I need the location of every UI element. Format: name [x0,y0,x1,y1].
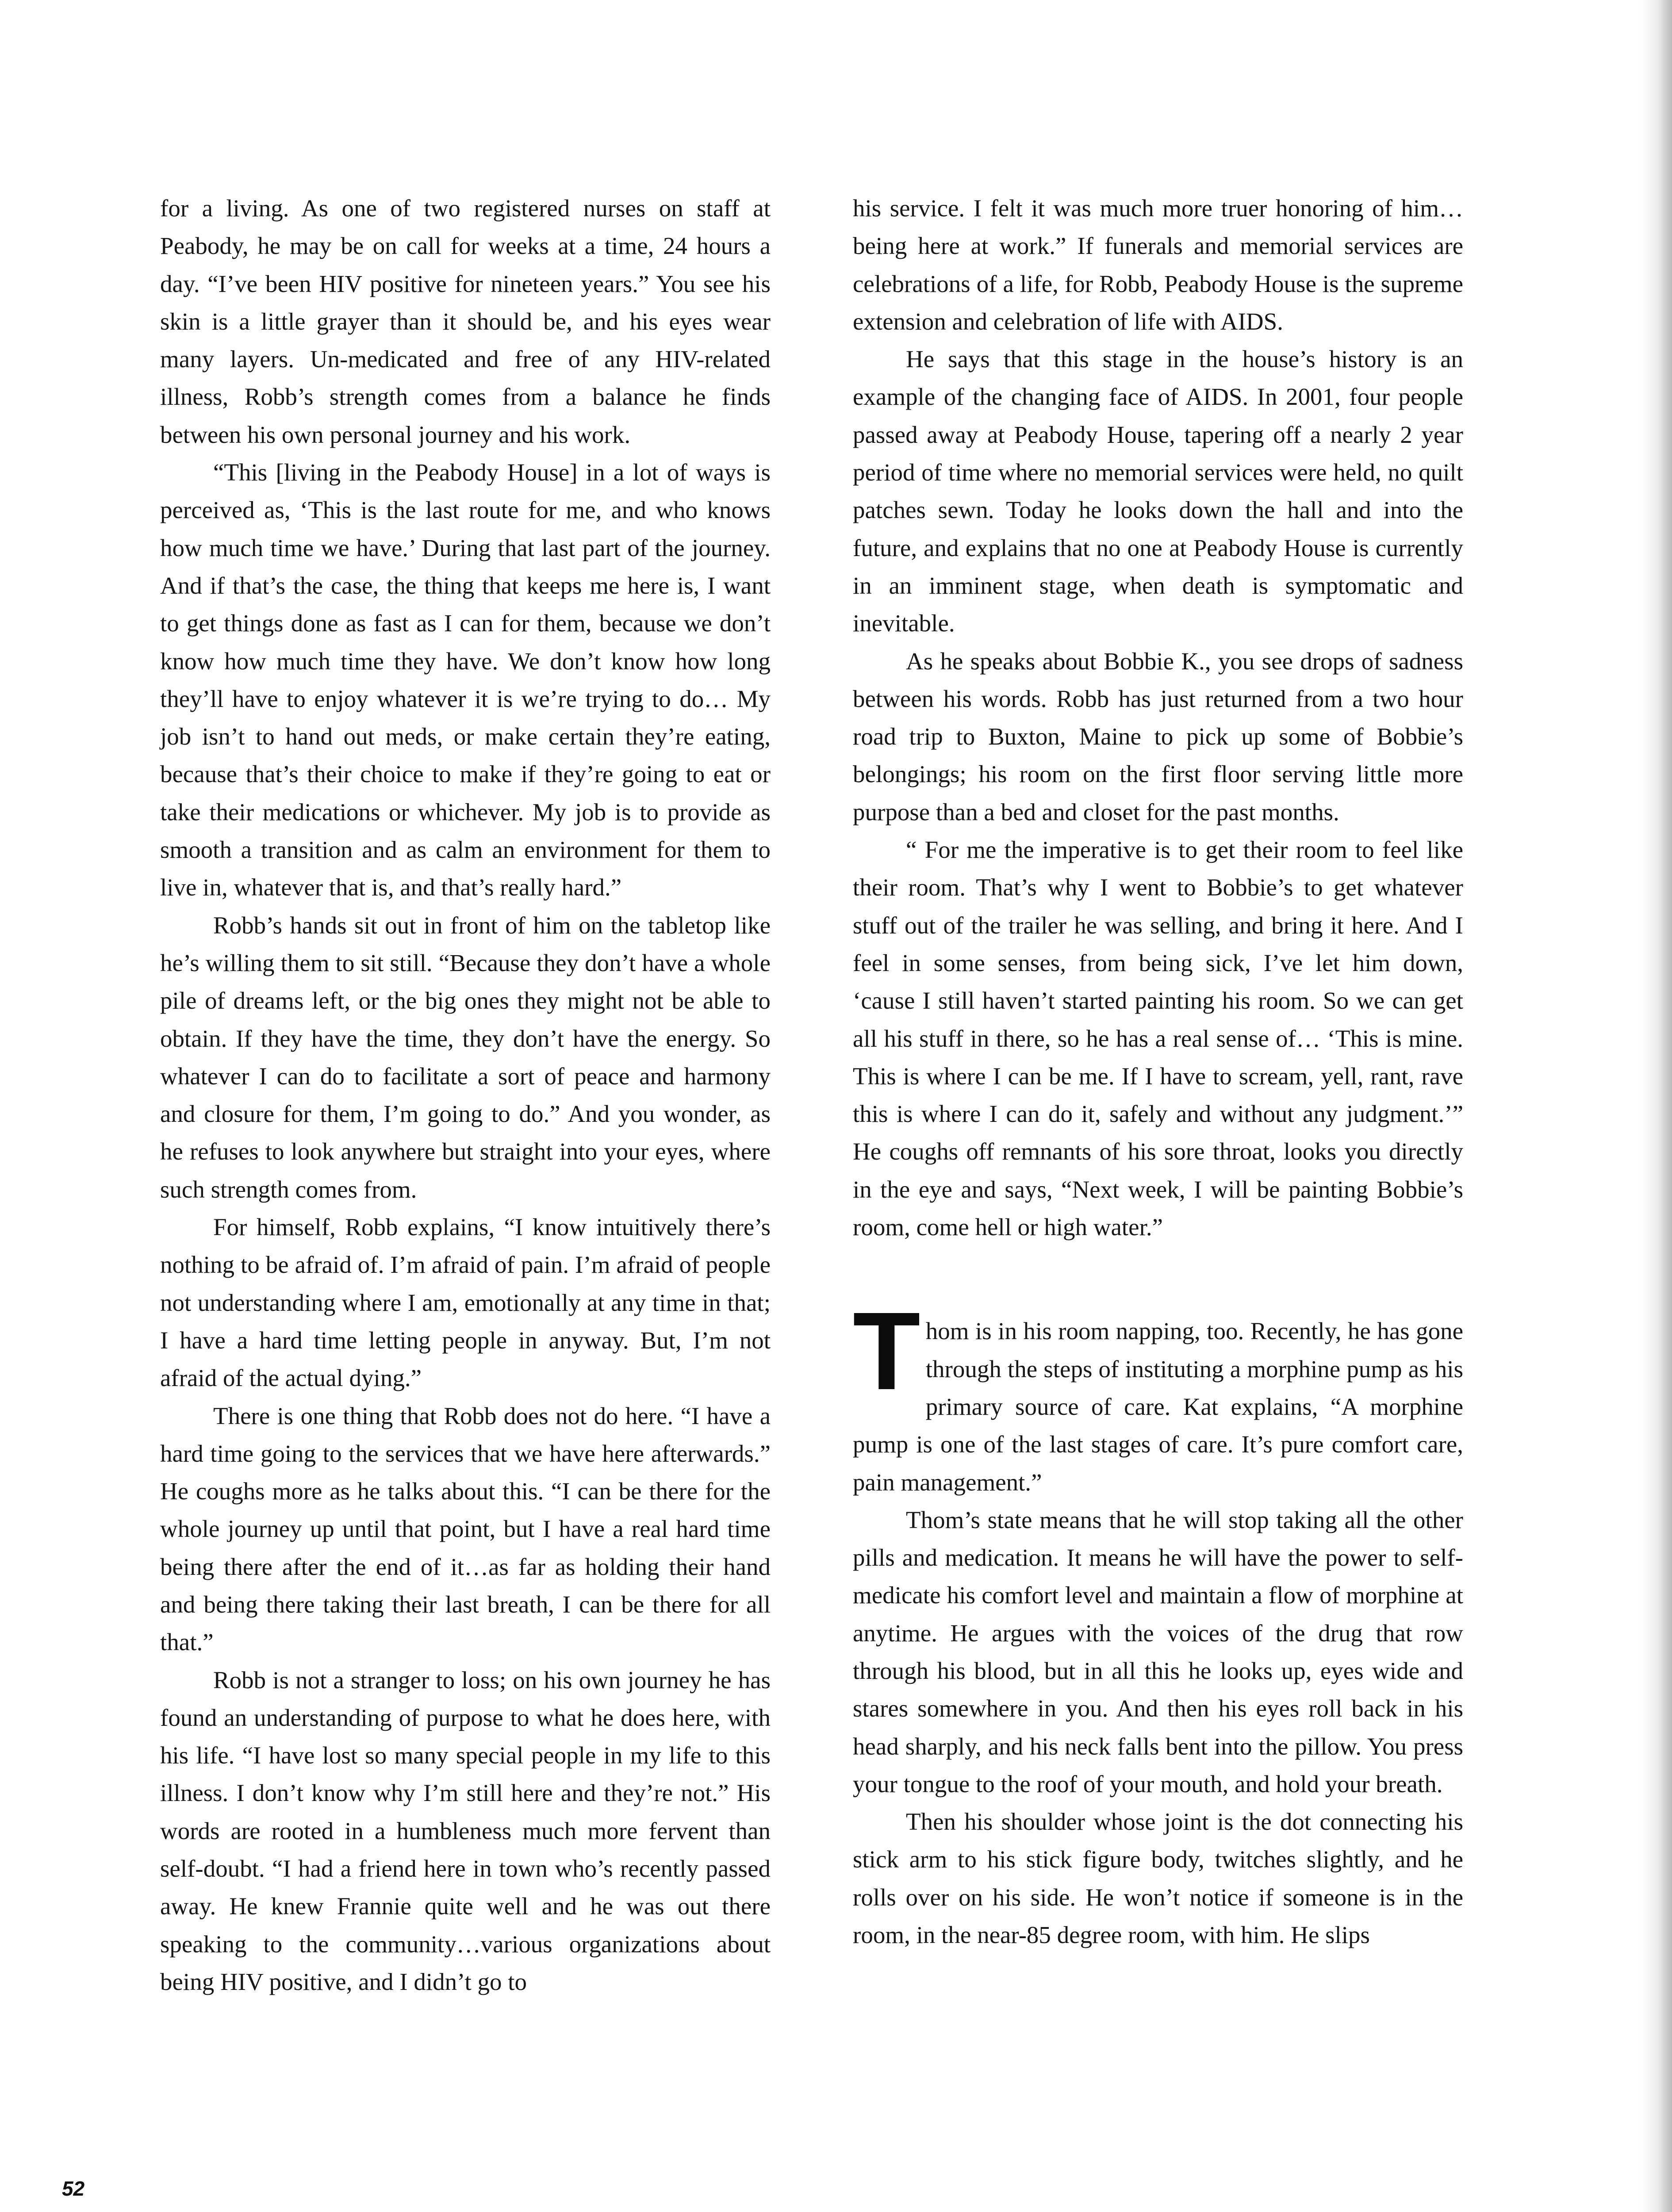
dropcap-paragraph [853,1289,1463,1501]
dropcap-paragraph-text: hom is in his room napping, too. Recently, he has gone through the steps of instituting a morphine pump as his primary source of care. Kat explains, “A morphine pump is one of the last stages of care. It’s pure comfort care, pain management.” [853,1317,1463,1496]
binding-shadow [1641,0,1672,2212]
page-number: 52 [62,2177,85,2200]
body-paragraph: Thom’s state means that he will stop taking all the other pills and medication. It means he will have the power to self-medicate his comfort level and maintain a flow of morphine at anytime. He argues with the voices of the drug that row through his blood, but in all this he looks up, eyes wide and stares somewhere in you. And then his eyes roll back in his head sharply, and his neck falls bent into the pillow. You press your tongue to the roof of your mouth, and hold your breath. [853,1506,1463,1797]
body-paragraph: There is one thing that Robb does not do here. “I have a hard time going to the services that we have here afterwards.” He coughs more as he talks about this. “I can be there for the whole journey up until that point, but I have a real hard time being there after the end of it…as far as holding their hand and being there taking their last breath, I can be there for all that.” [160,1402,771,1656]
body-paragraph: his service. I felt it was much more truer honoring of him…being here at work.” If funerals and memorial services are celebrations of a life, for Robb, Peabody House is the supreme extension and celebration of life with AIDS. [853,195,1463,335]
body-paragraph: Then his shoulder whose joint is the dot connecting his stick arm to his stick figure body, twitches slightly, and he rolls over on his side. He won’t notice if someone is in the room, in the near-85 degree room, with him. He slips [853,1808,1463,1949]
body-paragraph: “ For me the imperative is to get their room to feel like their room. That’s why I went to Bobbie’s to get whatever stuff out of the trailer he was selling, and bring it here. And I feel in some senses, from being sick, I’ve let him down, ‘cause I still haven’t started painting his room. So we can get all his stuff in there, so he has a real sense of… ‘This is mine. This is where I can be me. If I have to scream, yell, rant, rave this is where I can do it, safely and without any judgment.’” He coughs off remnants of his sore throat, looks you directly in the eye and says, “Next week, I will be painting Bobbie’s room, come hell or high water.” [853,836,1463,1241]
right-text-column [853,189,1463,1954]
left-text-column [160,189,771,2001]
body-paragraph: He says that this stage in the house’s history is an example of the changing face of AIDS. In 2001, four people passed away at Peabody House, tapering off a nearly 2 year period of time where no memorial services were held, no quilt patches sewn. Today he looks down the hall and into the future, and explains that no one at Peabody House is currently in an imminent stage, when death is symptomatic and inevitable. [853,346,1463,637]
body-paragraph: As he speaks about Bobbie K., you see drops of sadness between his words. Robb has just returned from a two hour road trip to Buxton, Maine to pick up some of Bobbie’s belongings; his room on the first floor serving little more purpose than a bed and closet for the past months. [853,647,1463,826]
body-paragraph: “This [living in the Peabody House] in a lot of ways is perceived as, ‘This is the last route for me, and who knows how much time we have.’ During that last part of the journey. And if that’s the case, the thing that keeps me here is, I want to get things done as fast as I can for them, because we don’t know how much time they have. We don’t know how long they’ll have to enjoy whatever it is we’re trying to do… My job isn’t to hand out meds, or make certain they’re eating, because that’s their choice to make if they’re going to eat or take their medications or whichever. My job is to provide as smooth a transition and as calm an environment for them to live in, whatever that is, and that’s really hard.” [160,459,771,901]
body-paragraph: For himself, Robb explains, “I know intuitively there’s nothing to be afraid of. I’m afraid of pain. I’m afraid of people not understanding where I am, emotionally at any time in that; I have a hard time letting people in anyway. But, I’m not afraid of the actual dying.” [160,1214,771,1392]
body-paragraph: for a living. As one of two registered nurses on staff at Peabody, he may be on call for weeks at a time, 24 hours a day. “I’ve been HIV positive for nineteen years.” You see his skin is a little grayer than it should be, and his eyes wear many layers. Un-medicated and free of any HIV-related illness, Robb’s strength comes from a balance he finds between his own personal journey and his work. [160,195,771,448]
section-break [853,1246,1463,1312]
drop-cap-letter: T [853,1289,920,1413]
body-paragraph: Robb’s hands sit out in front of him on the tabletop like he’s willing them to sit still. “Because they don’t have a whole pile of dreams left, or the big ones they might not be able to obtain. If they have the time, they don’t have the energy. So whatever I can do to facilitate a sort of peace and harmony and closure for them, I’m going to do.” And you wonder, as he refuses to look anywhere but straight into your eyes, where such strength comes from. [160,911,771,1203]
body-paragraph: Robb is not a stranger to loss; on his own journey he has found an understanding of purpose to what he does here, with his life. “I have lost so many special people in my life to this illness. I don’t know why I’m still here and they’re not.” His words are rooted in a humbleness much more fervent than self-doubt. “I had a friend here in town who’s recently passed away. He knew Frannie quite well and he was out there speaking to the community…various organizations about being HIV positive, and I didn’t go to [160,1666,771,1995]
